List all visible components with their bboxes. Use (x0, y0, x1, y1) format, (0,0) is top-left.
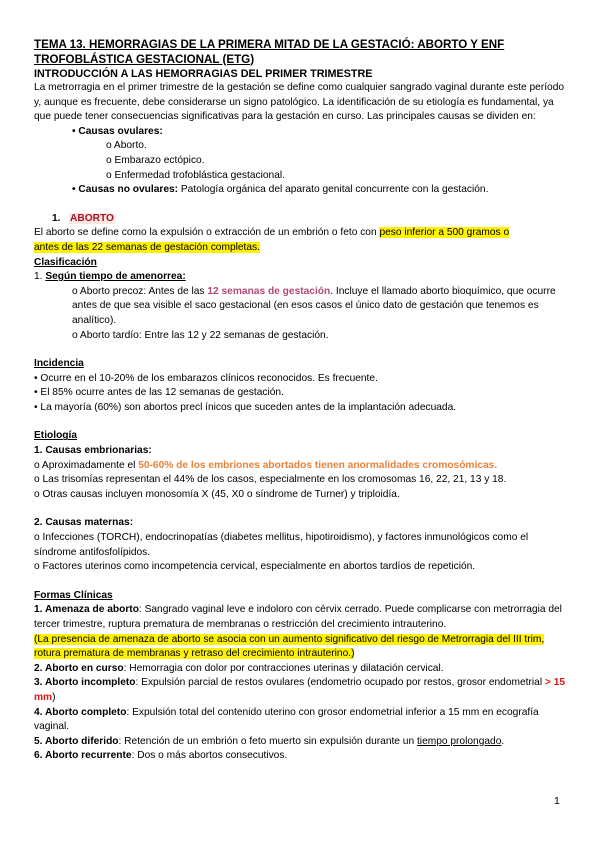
forma-5-end: . (501, 735, 505, 747)
aborto-number: 1. (52, 212, 61, 224)
document-page (34, 38, 566, 764)
incidencia-item: • Ocurre en el 10-20% de los embarazos clínicos reconocidos. Es frecuente. (34, 372, 378, 384)
aborto-def-highlight-2: antes de las 22 semanas de gestación completas (34, 241, 258, 253)
forma-5 (34, 735, 566, 750)
forma-4-label: 4. Aborto completo (34, 706, 127, 718)
maternas-label: 2. Causas maternas: (34, 517, 134, 529)
embrionarias-label: 1. Causas embrionarias: (34, 445, 152, 457)
forma-3-label: 3. Aborto incompleto (34, 677, 136, 689)
clas-1-label: Según tiempo de amenorrea: (45, 271, 186, 283)
forma-1 (34, 603, 566, 632)
document-title (34, 38, 566, 67)
clasificacion-item-1 (34, 270, 566, 285)
forma-3 (34, 676, 566, 705)
aborto-section-heading (34, 212, 566, 227)
forma-1-label: 1. Amenaza de aborto (34, 604, 139, 616)
embrionarias-item-1 (34, 459, 566, 474)
etiologia-heading: Etiología (34, 430, 78, 442)
title-line-2: TROFOBLÁSTICA GESTACIONAL (ETG) (34, 52, 255, 66)
ovulares-item: o Aborto. (106, 140, 147, 152)
intro-paragraph: La metrorragia en el primer trimestre de la gestación se define como cualquier sangrado vaginal durante este período y, aunque es frecuente, debe considerarse un signo patológico. La identificación de su etiología es fundamental, ya que puede tener consecuencias significativas para la gestación en curso. Las principales causas se dividen en: (34, 82, 565, 123)
forma-2-text: : Hemorragia con dolor por contracciones uterinas y dilatación cervical. (123, 662, 444, 674)
aborto-heading-label: ABORTO (70, 212, 114, 224)
forma-2-label: 2. Aborto en curso (34, 662, 124, 674)
title-line-1: TEMA 13. HEMORRAGIAS DE LA PRIMERA MITAD DE LA GESTACIÓ: ABORTO Y ENF (34, 38, 505, 51)
forma-6-label: 6. Aborto recurrente (34, 750, 132, 762)
embrionarias-item-3: o Otras causas incluyen monosomía X (45, X0 o síndrome de Turner) y triploidía. (34, 488, 400, 500)
forma-2 (34, 662, 566, 677)
embr-1-highlight: 50-60% de los embriones abortados tienen anormalidades cromosómicas. (138, 459, 498, 471)
maternas-item-2: o Factores uterinos como incompetencia cervical, especialmente en abortos tardíos de repetición. (34, 561, 476, 573)
forma-4 (34, 706, 566, 735)
intro-heading: INTRODUCCIÓN A LAS HEMORRAGIAS DEL PRIMER TRIMESTRE (34, 68, 373, 80)
precoz-text-end: . Incluye el llamado aborto bioquímico, que ocurre antes de que sea visible el saco gestacional (en esos casos el único dato de gestación que tenemos es analítico). (72, 285, 556, 326)
forma-4-text: : Expulsión total del contenido uterino con grosor endometrial inferior a 15 mm en ecografía vaginal. (34, 706, 539, 733)
embr-1-text: o Aproximadamente el (34, 459, 139, 471)
clas-1-number: 1. (34, 271, 46, 283)
aborto-def-text: El aborto se define como la expulsión o extracción de un embrión o feto con (34, 227, 380, 239)
aborto-tardio: o Aborto tardío: Entre las 12 y 22 semanas de gestación. (72, 329, 329, 341)
no-ovulares-text: Patología orgánica del aparato genital concurrente con la gestación. (178, 184, 489, 196)
forma-1-highlight: (La presencia de amenaza de aborto se asocia con un aumento significativo del riesgo de Metrorragia del III trim, rotura prematura de membranas y retraso del crecimiento intrauterino.) (34, 633, 545, 660)
aborto-def-highlight-1: peso inferior a 500 gramos o (379, 227, 510, 239)
forma-3-end: ) (52, 691, 56, 703)
no-ovulares-line (34, 183, 566, 198)
page-number: 1 (554, 795, 560, 807)
forma-1-text: : Sangrado vaginal leve e indoloro con cérvix cerrado. Puede complicarse con metrorragia del tercer trimestre, ruptura prematura de membranas o restricción del crecimiento intrauterino. (34, 604, 562, 630)
forma-1-note (34, 633, 566, 662)
formas-heading: Formas Clínicas (34, 589, 113, 601)
aborto-precoz (34, 285, 566, 329)
embrionarias-item-2: o Las trisomías representan el 44% de los casos, especialmente en los cromosomas 16, 22, 21, 13 y 18. (34, 474, 507, 486)
aborto-def-end: . (257, 241, 260, 253)
forma-5-text: : Retención de un embrión o feto muerto sin expulsión durante un (118, 735, 417, 747)
forma-6 (34, 749, 566, 764)
incidencia-item: • El 85% ocurre antes de las 12 semanas de gestación. (34, 387, 284, 399)
ovulares-item: o Enfermedad trofoblástica gestacional. (106, 169, 285, 181)
maternas-item-1: o Infecciones (TORCH), endocrinopatías (diabetes mellitus, hipotiroidismo), y factores inmunológicos como el síndrome antifosfolípidos. (34, 532, 529, 558)
precoz-highlight: 12 semanas de gestación (207, 285, 331, 297)
aborto-definition (34, 226, 566, 255)
forma-3-red: > 15 mm (34, 677, 566, 703)
ovulares-label: • Causas ovulares: (72, 125, 163, 137)
incidencia-heading: Incidencia (34, 358, 84, 370)
forma-3-text: : Expulsión parcial de restos ovulares (endometrio ocupado por restos, grosor endometrial (135, 677, 545, 689)
precoz-text: o Aborto precoz: Antes de las (72, 285, 208, 297)
forma-5-label: 5. Aborto diferido (34, 735, 119, 747)
clasificacion-heading: Clasificación (34, 256, 97, 268)
forma-5-underline: tiempo prolongado (416, 735, 502, 747)
forma-6-text: : Dos o más abortos consecutivos. (131, 750, 288, 762)
ovulares-item: o Embarazo ectópico. (106, 154, 205, 166)
no-ovulares-label: • Causas no ovulares: (72, 184, 179, 196)
incidencia-item: • La mayoría (60%) son abortos precl ínicos que suceden antes de la implantación adecuada. (34, 401, 457, 413)
